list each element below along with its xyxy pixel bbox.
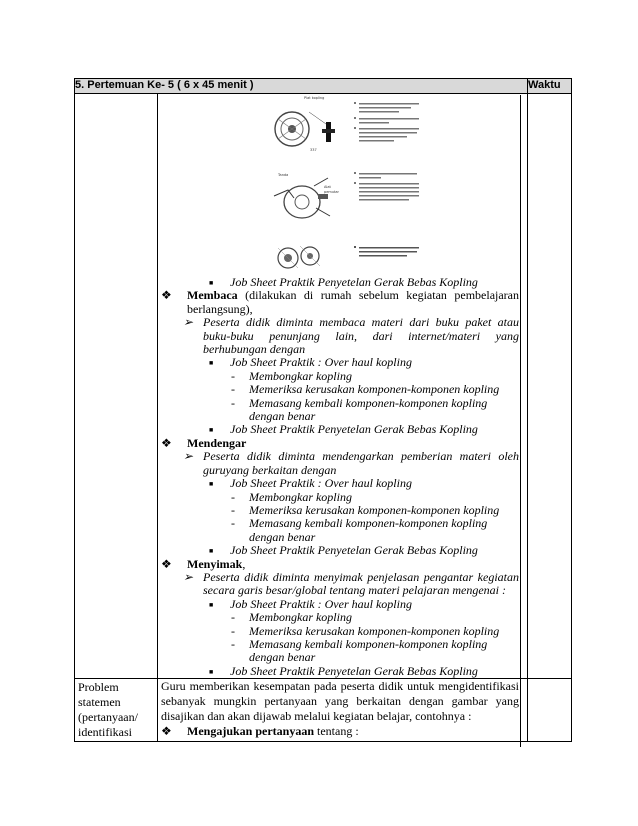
- list-item: ■ Job Sheet Praktik : Over haul kopling: [209, 355, 412, 370]
- time-header: Waktu: [528, 79, 572, 94]
- membaca-note: (dilakukan di rumah sebelum kegiatan pembelajaran berlangsung),: [187, 288, 520, 316]
- square-bullet-icon: ■: [209, 480, 214, 489]
- list-item: ➢ Peserta didik diminta membaca materi dari buku paket atau buku-buku penunjang lain, dari internet/materi yang berhubungan dengan: [183, 315, 519, 357]
- diamond-bullet-icon: ❖: [161, 724, 172, 739]
- square-bullet-icon: ■: [209, 667, 214, 676]
- list-item: [161, 289, 519, 316]
- list-item: ❖ Menyimak,: [161, 556, 246, 571]
- diamond-bullet-icon: ❖: [161, 435, 172, 450]
- figure2-label-3: pemutar: [324, 190, 339, 194]
- table-header-row: [75, 79, 572, 94]
- problem-row: [75, 679, 572, 742]
- list-item: [161, 437, 519, 450]
- square-bullet-icon: ■: [209, 279, 214, 287]
- arrow-bullet-icon: ➢: [183, 315, 194, 330]
- membaca-heading: Membaca: [187, 288, 238, 303]
- figure1-label-1: Plat kopling: [304, 96, 325, 100]
- list-item: - Memasang kembali komponen-komponen kopling dengan benar: [231, 516, 488, 544]
- list-item: ■ Job Sheet Praktik Penyetelan Gerak Bebas Kopling: [209, 663, 478, 678]
- inner-vertical-rule: [520, 95, 521, 747]
- time-cell: [528, 94, 572, 679]
- square-bullet-icon: ■: [209, 426, 214, 435]
- figure2-label-1: Tanda: [278, 173, 289, 177]
- list-item: ➢ Peserta didik diminta mendengarkan pemberian materi oleh guruyang berkaitan dengan: [183, 449, 519, 477]
- activity-row: [75, 94, 572, 679]
- list-item: - Membongkar kopling: [231, 368, 352, 383]
- arrow-bullet-icon: ➢: [183, 449, 194, 464]
- arrow-bullet-icon: ➢: [183, 569, 194, 584]
- mendengar-heading: Mendengar: [187, 435, 247, 450]
- problem-stage-cell: Problem statemen (pertanyaan/ identifikasi: [75, 679, 158, 742]
- meeting-title: 5. Pertemuan Ke- 5 ( 6 x 45 menit ): [75, 79, 528, 94]
- list-item: ➢ Peserta didik diminta menyimak penjelasan pengantar kegiatan secara garis besar/global tentang materi pelajaran mengenai :: [183, 569, 519, 598]
- list-item: ❖ Mengajukan pertanyaan tentang :: [161, 724, 359, 739]
- list-item: - Memeriksa kerusakan komponen-komponen kopling: [231, 502, 500, 517]
- square-bullet-icon: ■: [209, 359, 214, 368]
- list-item: - Memasang kembali komponen-komponen kopling dengan benar: [231, 636, 488, 665]
- figure-block: [161, 94, 519, 276]
- list-item: - Membongkar kopling: [231, 489, 352, 504]
- list-item: ■ Job Sheet Praktik Penyetelan Gerak Bebas Kopling: [209, 422, 478, 437]
- menyimak-heading: Menyimak: [187, 556, 243, 571]
- figure2-label-2: Alat: [324, 185, 331, 189]
- list-item: - Membongkar kopling: [231, 610, 352, 625]
- list-item: - Memeriksa kerusakan komponen-komponen kopling: [231, 623, 500, 638]
- square-bullet-icon: ■: [209, 600, 214, 609]
- list-item: - Memeriksa kerusakan komponen-komponen kopling: [231, 382, 500, 397]
- list-item: ■ Job Sheet Praktik Penyetelan Gerak Bebas Kopling: [209, 275, 478, 289]
- diamond-bullet-icon: ❖: [161, 288, 172, 303]
- clutch-plate-figure: [264, 94, 474, 156]
- clutch-tool-figure: [264, 164, 474, 224]
- activity-cell: [158, 94, 528, 679]
- diamond-bullet-icon: ❖: [161, 556, 172, 571]
- stage-cell-empty: [75, 94, 158, 679]
- list-item: ■ Job Sheet Praktik Penyetelan Gerak Bebas Kopling: [209, 543, 478, 558]
- lesson-table: [74, 78, 572, 742]
- problem-activity-cell: [158, 679, 528, 742]
- figure1-label-2: 337: [310, 148, 317, 152]
- square-bullet-icon: ■: [209, 547, 214, 556]
- clutch-parts-figure: [264, 230, 474, 276]
- problem-text: Guru memberikan kesempatan pada peserta didik untuk mengidentifikasi sebanyak mungkin pertanyaan yang berkaitan dengan gambar yang disajikan dan akan dijawab melalui kegiatan belajar, contohnya :: [161, 679, 519, 724]
- list-item: ■ Job Sheet Praktik : Over haul kopling: [209, 596, 412, 611]
- list-item: - Memasang kembali komponen-komponen kopling dengan benar: [231, 395, 488, 424]
- list-item: ■ Job Sheet Praktik : Over haul kopling: [209, 476, 412, 491]
- problem-time-cell: [528, 679, 572, 742]
